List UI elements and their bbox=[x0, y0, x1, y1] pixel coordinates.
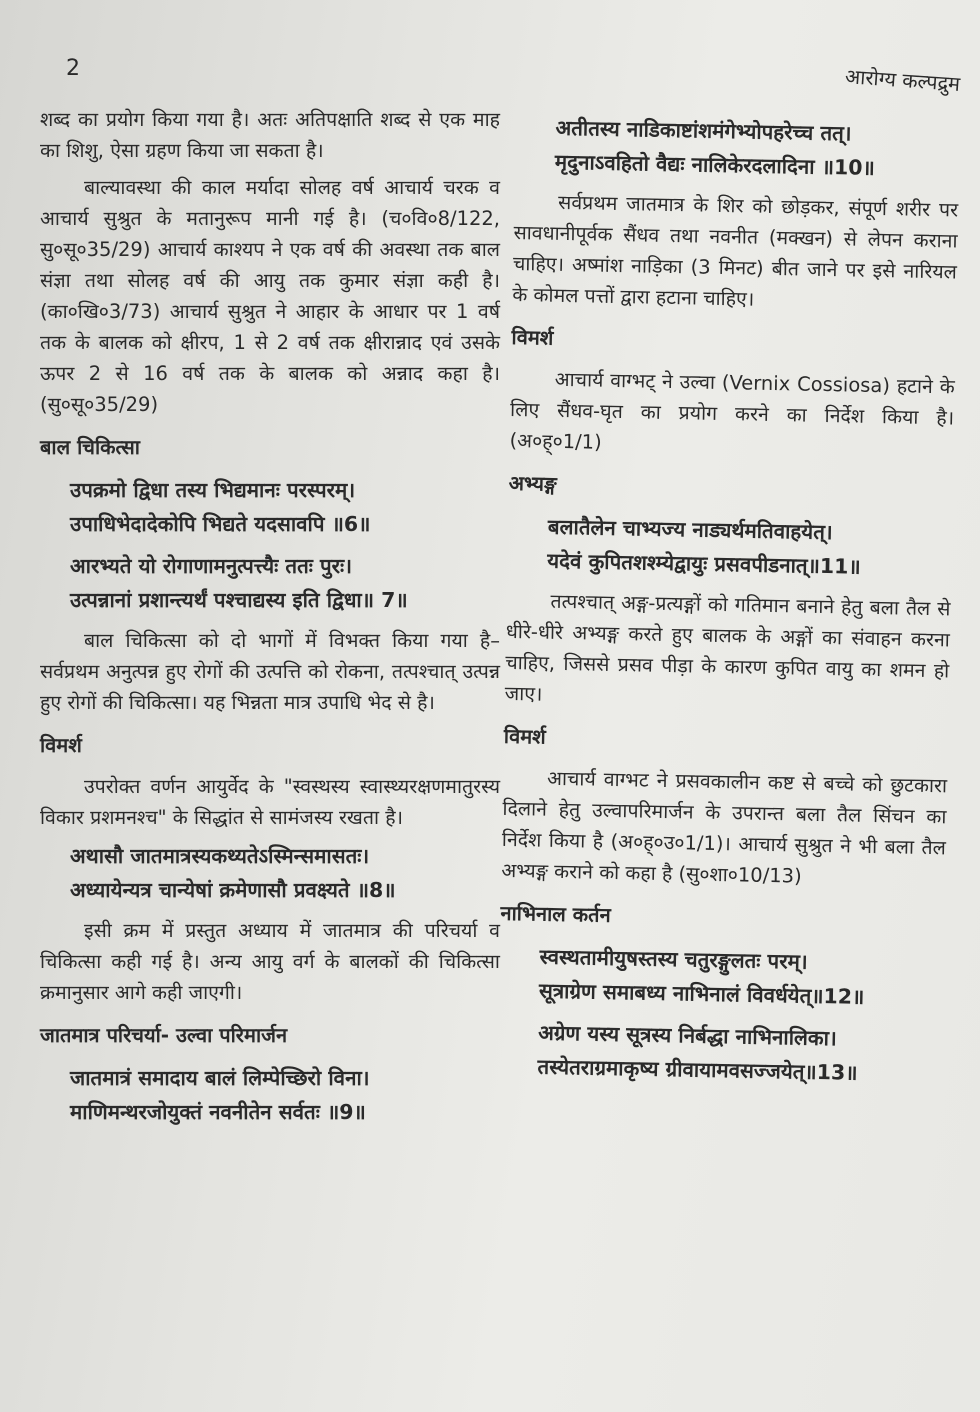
verse-10 bbox=[515, 110, 960, 187]
left-column bbox=[40, 104, 500, 1137]
heading-bal-chikitsa: बाल चिकित्सा bbox=[40, 435, 140, 459]
left-para-1: शब्द का प्रयोग किया गया है। अतः अतिपक्षाति शब्द से एक माह का शिशु, ऐसा ग्रहण किया जा सकता है। bbox=[40, 108, 500, 162]
verse-7 bbox=[40, 549, 500, 617]
verse-line: बलातैलेन चाभ्यज्य नाड्यर्थमतिवाहयेत्। bbox=[547, 514, 833, 545]
verse-line: आरभ्यते यो रोगाणामनुत्पत्त्यैः ततः पुरः। bbox=[70, 554, 352, 578]
heading-vimarsh: विमर्श bbox=[511, 324, 554, 350]
right-para-1: सर्वप्रथम जातमात्र के शिर को छोड़कर, संपूर्ण शरीर पर सावधानीपूर्वक सैंधव तथा नवनीत (मक्खन) से लेपन कराना चाहिए। अष्मांश नाड़िका (3 मिनट) बीत जाने पर इसे नारियल के कोमल पत्तों द्वारा हटाना चाहिए। bbox=[512, 190, 959, 311]
left-para-5: इसी क्रम में प्रस्तुत अध्याय में जातमात्र की परिचर्या व चिकित्सा कही गई है। अन्य आयु वर्ग के बालकों की चिकित्सा क्रमानुसार आगे कही जाएगी। bbox=[40, 919, 500, 1004]
verse-11 bbox=[507, 509, 952, 586]
heading-nabhinal-kartan: नाभिनाल कर्तन bbox=[500, 900, 611, 927]
left-para-2: बाल्यावस्था की काल मर्यादा सोलह वर्ष आचार्य चरक व आचार्य सुश्रुत के मतानुरूप मानी गई है। (च०वि०8/122, सु०सू०35/29) आचार्य काश्यप ने एक वर्ष की अवस्था तक बाल संज्ञा तथा सोलह वर्ष की आयु तक कुमार संज्ञा कही है। (का०खि०3/73) आचार्य सुश्रुत ने आहार के आधार पर 1 वर्ष तक के बालक को क्षीरप, 1 से 2 वर्ष तक क्षीरान्नाद एवं उसके ऊपर 2 से 16 वर्ष तक के बालक को अन्नाद कहा है। (सु०सू०35/29) bbox=[40, 176, 500, 416]
heading-vimarsh: विमर्श bbox=[503, 723, 547, 749]
verse-6 bbox=[40, 473, 500, 541]
heading-jatmatra-paricharya: जातमात्र परिचर्या- उल्वा परिमार्जन bbox=[40, 1023, 288, 1047]
running-header: आरोग्य कल्पद्रुम bbox=[844, 64, 961, 96]
right-para-4: आचार्य वाग्भट ने प्रसवकालीन कष्ट से बच्चे को छुटकारा दिलाने हेतु उल्वापरिमार्जन के उपरान्त बला तैल सिंचन का निर्देश किया है (अ०ह्०उ०1/1)। आचार्य सुश्रुत ने भी बला तैल अभ्यङ्ग कराने को कहा है (सु०शा०10/13) bbox=[501, 766, 948, 888]
verse-line: उपक्रमो द्विधा तस्य भिद्यमानः परस्परम्। bbox=[70, 478, 356, 502]
verse-line: उपाधिभेदादेकोपि भिद्यते यदसावपि ॥6॥ bbox=[70, 512, 371, 536]
right-para-3: तत्पश्चात् अङ्ग-प्रत्यङ्गों को गतिमान बनाने हेतु बला तैल से धीरे-धीरे अभ्यङ्ग करते हुए बालक के अङ्गों का संवाहन करना चाहिए, जिससे प्रसव पीड़ा के कारण कुपित वायु का शमन हो जाए। bbox=[504, 589, 951, 706]
right-column bbox=[497, 106, 960, 1099]
verse-line: जातमात्रं समादाय बालं लिम्पेच्छिरो विना। bbox=[70, 1066, 370, 1090]
verse-line: अध्यायेन्यत्र चान्येषां क्रमेणासौ प्रवक्ष्यते ॥8॥ bbox=[70, 878, 396, 902]
verse-line: मृदुनाऽवहितो वैद्यः नालिकेरदलादिना ॥10॥ bbox=[554, 149, 876, 180]
verse-line: उत्पन्नानां प्रशान्त्यर्थं पश्चाद्यस्य इति द्विधा॥ 7॥ bbox=[70, 588, 408, 612]
verse-line: सूत्राग्रेण समाबध्य नाभिनालं विवर्धयेत्॥12॥ bbox=[538, 978, 865, 1009]
heading-abhyanga: अभ्यङ्ग bbox=[508, 470, 557, 496]
verse-line: स्वस्थतामीयुषस्तस्य चतुरङ्गुलतः परम्। bbox=[539, 944, 808, 974]
verse-8 bbox=[40, 839, 500, 907]
heading-vimarsh: विमर्श bbox=[40, 733, 82, 757]
verse-line: अग्रेण यस्य सूत्रस्य निर्बद्धा नाभिनालिका। bbox=[537, 1020, 837, 1051]
verse-line: यदेवं कुपितशश्म्येद्वायुः प्रसवपीडनात्॥11॥ bbox=[547, 548, 861, 579]
verse-9 bbox=[40, 1061, 500, 1129]
verse-line: अतीतस्य नाडिकाष्टांशमंगेभ्योपहरेच्च तत्। bbox=[555, 115, 852, 146]
verse-line: तस्येतराग्रमाकृष्य ग्रीवायामवसज्जयेत्॥13॥ bbox=[537, 1054, 858, 1085]
right-para-2: आचार्य वाग्भट् ने उल्वा (Vernix Cossiosa) हटाने के लिए सैंधव-घृत का प्रयोग करने का निर्देश किया है। (अ०ह्०1/1) bbox=[509, 367, 955, 454]
verse-line: माणिमन्थरजोयुक्तं नवनीतेन सर्वतः ॥9॥ bbox=[70, 1100, 366, 1124]
page-number: 2 bbox=[66, 56, 80, 81]
verse-12 bbox=[499, 939, 944, 1016]
left-para-3: बाल चिकित्सा को दो भागों में विभक्त किया गया है– सर्वप्रथम अनुत्पन्न हुए रोगों की उत्पत्ति को रोकना, तत्पश्चात् उत्पन्न हुए रोगों की चिकित्सा। यह भिन्नता मात्र उपाधि भेद से है। bbox=[40, 629, 500, 714]
verse-13 bbox=[497, 1015, 942, 1092]
left-para-4: उपरोक्त वर्णन आयुर्वेद के "स्वस्थस्य स्वास्थ्यरक्षणमातुरस्य विकार प्रशमनश्च" के सिद्धांत से सामंजस्य रखता है। bbox=[40, 775, 500, 829]
verse-line: अथासौ जातमात्रस्यकथ्यतेऽस्मिन्समासतः। bbox=[70, 844, 370, 868]
